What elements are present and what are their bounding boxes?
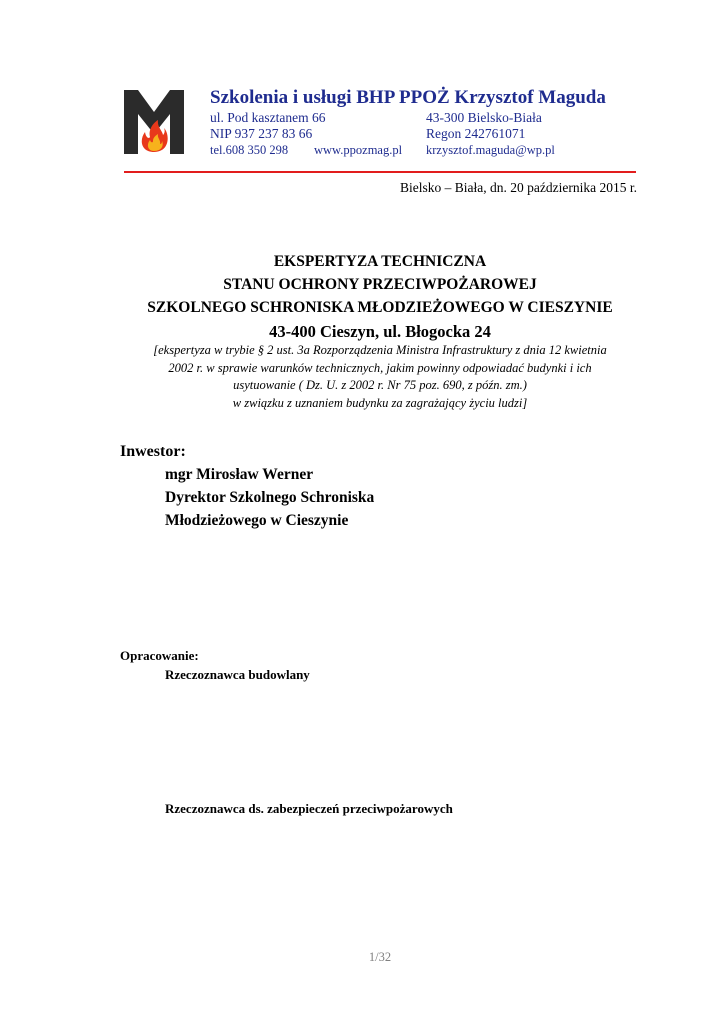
legal-note-line-2: 2002 r. w sprawie warunków technicznych, jakim powinny odpowiadać budynki i ich [168,361,592,375]
title-address: 43-400 Cieszyn, ul. Błogocka 24 [269,322,491,341]
title-line-1: EKSPERTYZA TECHNICZNA [273,253,487,270]
prepared-role-building-expert: Rzeczoznawca budowlany [165,667,310,682]
email-address: krzysztof.maguda@wp.pl [426,143,555,157]
title-line-3: SZKOLNEGO SCHRONISKA MŁODZIEŻOWEGO W CIESZYNIE [147,299,613,316]
website-link-text[interactable]: www.ppozmag.pl [314,143,403,157]
investor-label: Inwestor: [120,443,186,460]
investor-role-line-1: Dyrektor Szkolnego Schroniska [165,489,375,506]
website-link[interactable] [314,143,402,158]
header-rule [124,171,636,173]
regon-number: Regon 242761071 [426,126,526,141]
prepared-label: Opracowanie: [120,648,199,663]
page-number: 1/32 [368,950,392,964]
company-name: Szkolenia i usługi BHP PPOŻ Krzysztof Maguda [210,87,606,108]
address-city: 43-300 Bielsko-Biała [426,110,542,125]
title-line-2: STANU OCHRONY PRZECIWPOŻAROWEJ [223,276,537,293]
logo-m-flame-icon [124,90,184,154]
legal-note-line-1: [ekspertyza w trybie § 2 ust. 3a Rozporządzenia Ministra Infrastruktury z dnia 12 kwietnia [153,343,607,357]
prepared-role-fire-expert: Rzeczoznawca ds. zabezpieczeń przeciwpożarowych [165,801,453,816]
nip-number: NIP 937 237 83 66 [210,126,313,141]
date-line: Bielsko – Biała, dn. 20 października 2015 r. [400,180,637,195]
investor-role-line-2: Młodzieżowego w Cieszynie [165,512,349,529]
phone-number: tel.608 350 298 [210,143,289,157]
legal-note-line-3: usytuowanie ( Dz. U. z 2002 r. Nr 75 poz. 690, z późn. zm.) [233,378,527,392]
company-logo [124,90,184,154]
address-street: ul. Pod kasztanem 66 [210,110,326,125]
investor-name: mgr Mirosław Werner [165,466,314,483]
legal-note-line-4: w związku z uznaniem budynku za zagrażający życiu ludzi] [232,396,528,410]
